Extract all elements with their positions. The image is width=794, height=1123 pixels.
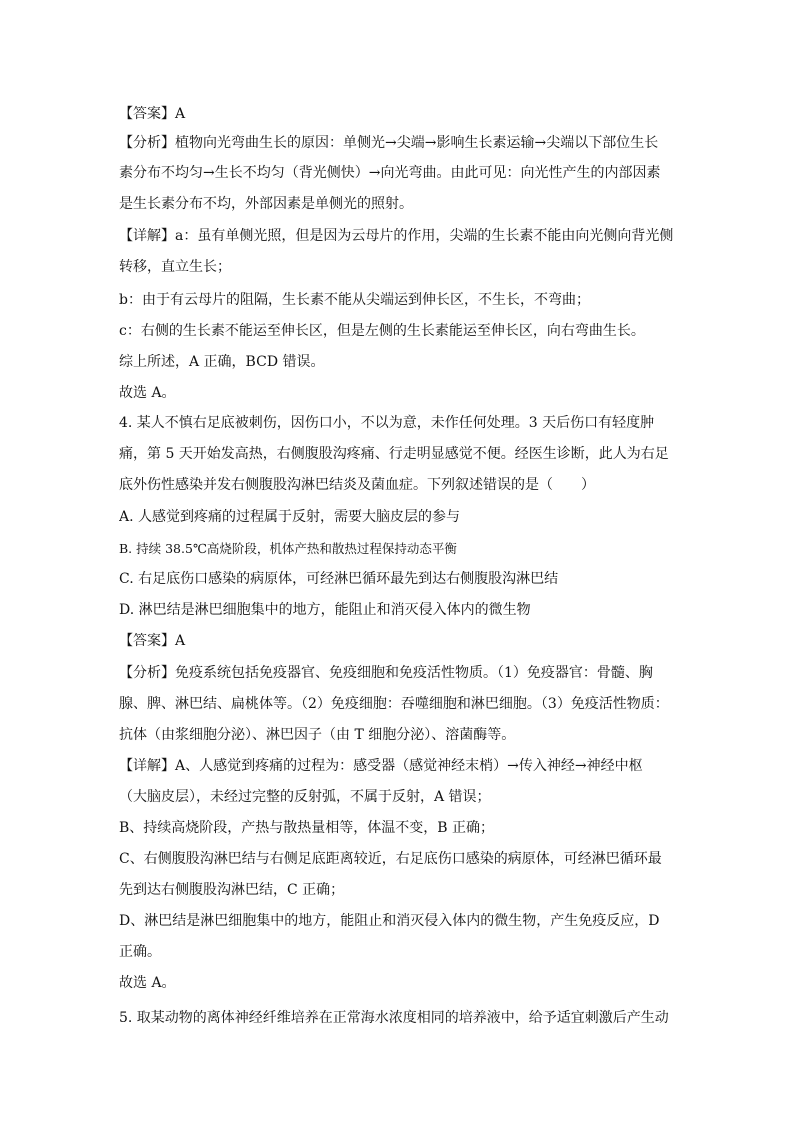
question-4-line-2: 痛，第 5 天开始发高热，右侧腹股沟疼痛、行走明显感觉不便。经医生诊断，此人为右足 <box>119 446 669 462</box>
choice-line-2: 故选 A。 <box>119 975 176 991</box>
detail-line-1: 【详解】a：虽有单侧光照，但是因为云母片的作用，尖端的生长素不能由向光侧向背光侧 <box>119 228 674 244</box>
answer-label-1: 【答案】A <box>119 106 186 122</box>
detail-2-line-a1: 【详解】A、人感觉到疼痛的过程为：感受器（感觉神经末梢）→传入神经→神经中枢 <box>119 758 643 774</box>
analysis-line-2: 素分布不均匀→生长不均匀（背光侧快）→向光弯曲。由此可见：向光性产生的内部因素 <box>119 165 661 181</box>
choice-line-1: 故选 A。 <box>119 385 176 401</box>
question-4-line-1: 4. 某人不慎右足底被刺伤，因伤口小，不以为意，未作任何处理。3 天后伤口有轻度肿 <box>119 415 655 431</box>
detail-2-line-d1: D、淋巴结是淋巴细胞集中的地方，能阻止和消灭侵入体内的微生物，产生免疫反应，D <box>119 913 660 929</box>
analysis-line-1: 【分析】植物向光弯曲生长的原因：单侧光→尖端→影响生长素运输→尖端以下部位生长 <box>119 135 659 151</box>
detail-2-line-a2: （大脑皮层），未经过完整的反射弧，不属于反射，A 错误； <box>119 789 491 805</box>
question-4-line-3: 底外伤性感染并发右侧腹股沟淋巴结炎及菌血症。下列叙述错误的是（ ） <box>119 477 595 493</box>
analysis-line-3: 是生长素分布不均，外部因素是单侧光的照射。 <box>119 196 413 212</box>
answer-label-2: 【答案】A <box>119 633 186 649</box>
detail-2-line-c1: C、右侧腹股沟淋巴结与右侧足底距离较近，右足底伤口感染的病原体，可经淋巴循环最 <box>119 851 662 867</box>
detail-line-b: b：由于有云母片的阻隔，生长素不能从尖端运到伸长区，不生长，不弯曲； <box>119 292 590 308</box>
detail-2-line-c2: 先到达右侧腹股沟淋巴结，C 正确； <box>119 882 345 898</box>
analysis-2-line-2: 腺、脾、淋巴结、扁桃体等。（2）免疫细胞：吞噬细胞和淋巴细胞。（3）免疫活性物质： <box>119 696 669 712</box>
detail-line-c: c：右侧的生长素不能运至伸长区，但是左侧的生长素能运至伸长区，向右弯曲生长。 <box>119 323 645 339</box>
detail-line-2: 转移，直立生长； <box>119 259 231 275</box>
option-b: B. 持续 38.5℃高烧阶段，机体产热和散热过程保持动态平衡 <box>119 541 457 556</box>
analysis-2-line-1: 【分析】免疫系统包括免疫器官、免疫细胞和免疫活性物质。（1）免疫器官：骨髓、胸 <box>119 665 653 681</box>
question-5-line-1: 5. 取某动物的离体神经纤维培养在正常海水浓度相同的培养液中，给予适宜刺激后产生动 <box>119 1010 669 1026</box>
analysis-2-line-3: 抗体（由浆细胞分泌）、淋巴因子（由 T 细胞分泌）、溶菌酶等。 <box>119 727 516 743</box>
option-a: A. 人感觉到疼痛的过程属于反射，需要大脑皮层的参与 <box>119 509 461 525</box>
option-d: D. 淋巴结是淋巴细胞集中的地方，能阻止和消灭侵入体内的微生物 <box>119 602 531 618</box>
detail-2-line-d2: 正确。 <box>119 944 161 960</box>
summary-line-1: 综上所述，A 正确，BCD 错误。 <box>119 354 325 370</box>
detail-2-line-b: B、持续高烧阶段，产热与散热量相等，体温不变，B 正确； <box>119 820 495 836</box>
option-c: C. 右足底伤口感染的病原体，可经淋巴循环最先到达右侧腹股沟淋巴结 <box>119 571 559 587</box>
